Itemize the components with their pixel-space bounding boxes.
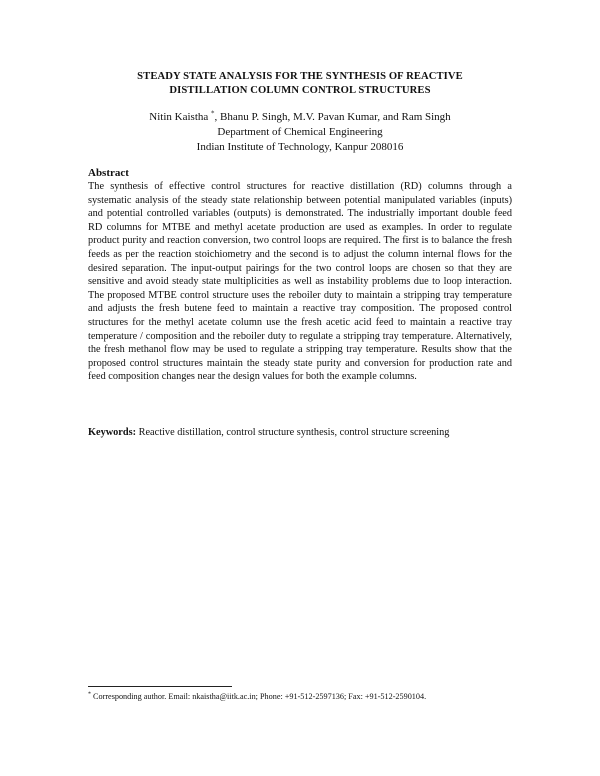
abstract-heading: Abstract [88,167,129,179]
footnote [88,691,518,702]
author-list [88,110,512,125]
keywords-label: Keywords: [88,427,137,438]
footnote-text: Corresponding author. Email: nkaistha@iitk.ac.in; Phone: +91-512-2597136; Fax: +91-512-2590104. [91,692,427,701]
first-author: Nitin Kaistha [149,111,209,123]
co-authors: , Bhanu P. Singh, M.V. Pavan Kumar, and Ram Singh [214,111,451,123]
footnote-mark: * [88,691,91,698]
title-line-2: DISTILLATION COLUMN CONTROL STRUCTURES [169,85,431,96]
title-line-1: STEADY STATE ANALYSIS FOR THE SYNTHESIS OF REACTIVE [137,71,463,82]
affiliation-institute: Indian Institute of Technology, Kanpur 208016 [196,141,404,153]
abstract-body: The synthesis of effective control structures for reactive distillation (RD) columns through a systematic analysis of the steady state relationship between potential manipulated variables (inputs) and potential controlled variables (outputs) is demonstrated. The industrially important double feed RD columns for MTBE and methyl acetate production are used as examples. In order to regulate product purity and reaction conversion, two control loops are required. The first is to balance the fresh feeds as per the reaction stoichiometry and the second is to adjust the column internal flows for the desired separation. The input-output pairings for the two control loops are chosen so that they are sensitive and avoid steady state multiplicities as well as instability problems due to loop interaction. The proposed MTBE control structure uses the reboiler duty to maintain a stripping tray temperature and adjusts the fresh butene feed to maintain a reactive tray composition. The proposed control structures for the methyl acetate column use the fresh acetic acid feed to maintain a reactive tray temperature / composition and the reboiler duty to regulate a stripping tray temperature. Alternatively, the fresh methanol flow may be used to regulate a stripping tray temperature. Results show that the proposed control structures maintain the steady state purity and conversion for production rate and feed composition changes near the design values for both the example columns. [88,181,512,383]
corresponding-author-mark: * [211,109,215,118]
paper-title [88,70,512,98]
affiliation-department: Department of Chemical Engineering [217,126,383,138]
footnote-divider [88,686,232,687]
keywords-line [88,426,512,440]
keywords-text: Reactive distillation, control structure synthesis, control structure screening [136,427,450,438]
